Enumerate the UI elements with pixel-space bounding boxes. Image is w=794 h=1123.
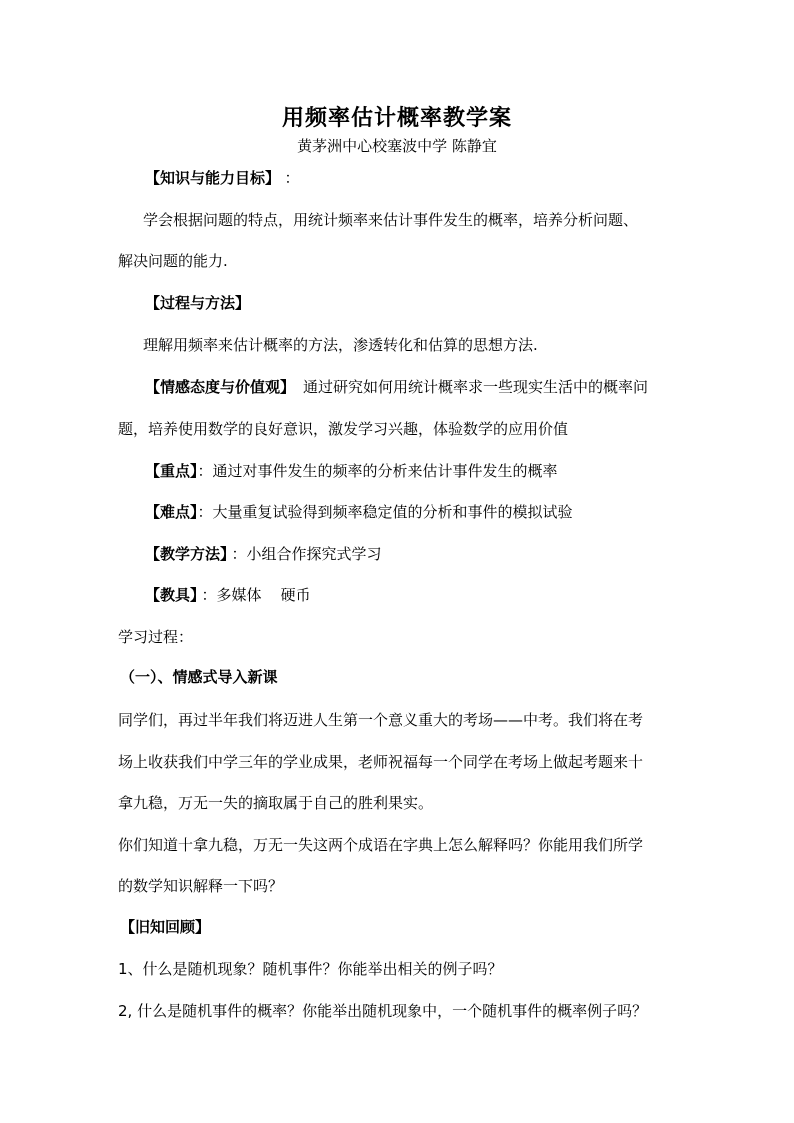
section1-para2-line1: 你们知道十拿九稳，万无一失这两个成语在字典上怎么解释吗？你能用我们所学	[118, 836, 644, 854]
difficulty-text: ：大量重复试验得到频率稳定值的分析和事件的模拟试验	[197, 503, 573, 521]
difficulty-line	[145, 502, 573, 522]
section1-para1-line1: 同学们，再过半年我们将迈进人生第一个意义重大的考场——中考。我们将在考	[118, 711, 644, 729]
emotion-values-heading: 【情感态度与价值观】	[145, 378, 296, 396]
knowledge-goal-text-1: 学会根据问题的特点，用统计频率来估计事件发生的概率，培养分析问题、	[143, 211, 639, 229]
knowledge-goal-colon: ：	[284, 169, 300, 187]
method-line	[145, 544, 382, 564]
key-point-line	[145, 461, 558, 481]
review-item-2: 2, 什么是随机事件的概率？你能举出随机现象中，一个随机事件的概率例子吗？	[118, 1002, 648, 1020]
method-heading: 【教学方法】	[145, 545, 228, 563]
section1-para1-line3: 拿九稳，万无一失的摘取属于自己的胜利果实。	[118, 794, 434, 812]
difficulty-heading: 【难点】	[145, 503, 198, 521]
process-method-text: 理解用频率来估计概率的方法，渗透转化和估算的思想方法.	[143, 336, 538, 354]
key-point-heading: 【重点】	[145, 462, 198, 480]
learning-process-label: 学习过程：	[118, 628, 194, 646]
section1-heading: （一）、情感式导入新课	[120, 668, 278, 686]
knowledge-goal-line	[145, 168, 300, 188]
tools-heading: 【教具】	[145, 586, 198, 604]
tools-text: ：多媒体 硬币	[201, 586, 311, 604]
process-method-heading: 【过程与方法】	[145, 294, 251, 312]
section1-para2-line2: 的数学知识解释一下吗？	[118, 877, 284, 895]
review-item-1: 1、什么是随机现象？随机事件？你能举出相关的例子吗？	[118, 960, 503, 978]
section1-para1-line2: 场上收获我们中学三年的学业成果，老师祝福每一个同学在考场上做起考题来十	[118, 753, 644, 771]
key-point-text: ：通过对事件发生的频率的分析来估计事件发生的概率	[197, 462, 558, 480]
review-heading: 【旧知回顾】	[120, 918, 211, 936]
document-author: 黄茅洲中心校塞波中学 陈静宜	[297, 137, 497, 155]
emotion-values-text-2: 题，培养使用数学的良好意识，激发学习兴趣，体验数学的应用价值	[118, 420, 569, 438]
knowledge-goal-text-2: 解决问题的能力.	[118, 252, 228, 270]
tools-line	[145, 585, 311, 605]
emotion-values-text-1: 通过研究如何用统计概率求一些现实生活中的概率问	[303, 378, 649, 396]
document-title: 用频率估计概率教学案	[281, 105, 512, 131]
emotion-values-line-1	[145, 377, 648, 397]
method-text: ：小组合作探究式学习	[231, 545, 382, 563]
knowledge-goal-heading: 【知识与能力目标】	[145, 169, 273, 187]
